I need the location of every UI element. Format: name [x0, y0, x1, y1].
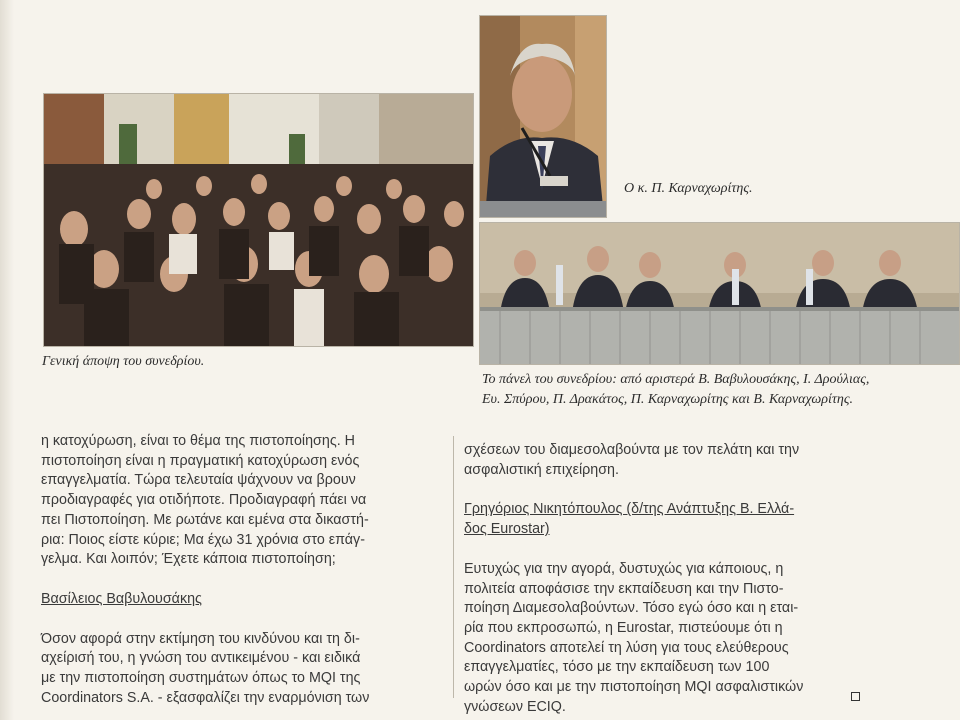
body-line: Όσον αφορά στην εκτίμηση του κινδύνου και τη δι- [41, 630, 360, 647]
speaker-photo-caption: Ο κ. Π. Καρναχωρίτης. [624, 181, 753, 196]
body-line: πολιτεία αποφάσισε την εκπαίδευση και την Πιστο- [464, 580, 784, 597]
body-line: Coordinators S.A. - εξασφαλίζει την εναρμόνιση των [41, 689, 370, 706]
right-text-column [464, 441, 866, 717]
body-line: σχέσεων του διαμεσολαβούντα με τον πελάτη και την [464, 442, 800, 458]
left-text-column [41, 432, 443, 708]
speaker-heading: Βασίλειος Βαβυλουσάκης [41, 590, 202, 607]
panel-caption-line: Ευ. Σπύρου, Π. Δρακάτος, Π. Καρναχωρίτης και Β. Καρναχωρίτης. [482, 392, 854, 407]
body-line: επαγγελματίες, τόσο με την εκπαίδευση των 100 [464, 659, 770, 676]
body-line: προδιαγραφές για οτιδήποτε. Προδιαγραφή πάει να [41, 492, 367, 509]
body-line: ρία που εκπροσωπώ, η Eurostar, πιστεύουμε ότι η [464, 619, 783, 636]
body-line: αχείρισή του, η γνώση του αντικειμένου - και ειδικά [41, 650, 361, 667]
body-line: ωρών όσο και με την πιστοποίηση MQI ασφαλιστικών [464, 679, 804, 696]
page-binding-shadow [0, 0, 14, 720]
body-line: ρια: Ποιος είστε κύριε; Μα έχω 31 χρόνια στο επάγ- [41, 531, 365, 548]
article-end-square-icon [851, 692, 860, 701]
body-line: ποίηση Διαμεσολαβούντων. Τόσο εγώ όσο και η εται- [464, 600, 799, 617]
speaker-photo [479, 15, 607, 218]
column-divider [453, 436, 454, 698]
speaker-heading: Γρηγόριος Νικητόπουλος (δ/της Ανάπτυξης Β. Ελλά- [464, 501, 795, 518]
panel-caption-line: Το πάνελ του συνεδρίου: από αριστερά Β. Βαβυλουσάκης, Ι. Δρούλιας, [482, 372, 870, 387]
body-line: η κατοχύρωση, είναι το θέμα της πιστοποίησης. Η [41, 433, 355, 449]
audience-photo-caption: Γενική άποψη του συνεδρίου. [42, 354, 205, 369]
body-line: πιστοποίηση είναι η πραγματική κατοχύρωση ενός [41, 452, 360, 469]
body-line: γελμα. Και λοιπόν; Έχετε κάποια πιστοποίηση; [41, 551, 336, 568]
panel-photo [479, 222, 960, 365]
body-line: με την πιστοποίηση συστημάτων όπως το MQI της [41, 670, 361, 687]
body-line: γνώσεων ECIQ. [464, 698, 566, 715]
body-line: Ευτυχώς για την αγορά, δυστυχώς για κάποιους, η [464, 560, 784, 577]
body-line: πει Πιστοποίηση. Με ρωτάνε και εμένα στα δικαστή- [41, 511, 369, 528]
body-line: ασφαλιστική επιχείρηση. [464, 461, 619, 478]
speaker-heading: δος Eurostar) [464, 521, 550, 538]
panel-photo-caption [482, 370, 952, 410]
audience-photo [43, 93, 474, 347]
body-line: επαγγελματία. Τώρα τελευταία ψάχνουν να βρουν [41, 472, 356, 489]
body-line: Coordinators αποτελεί τη λύση για τους ελεύθερους [464, 639, 789, 656]
